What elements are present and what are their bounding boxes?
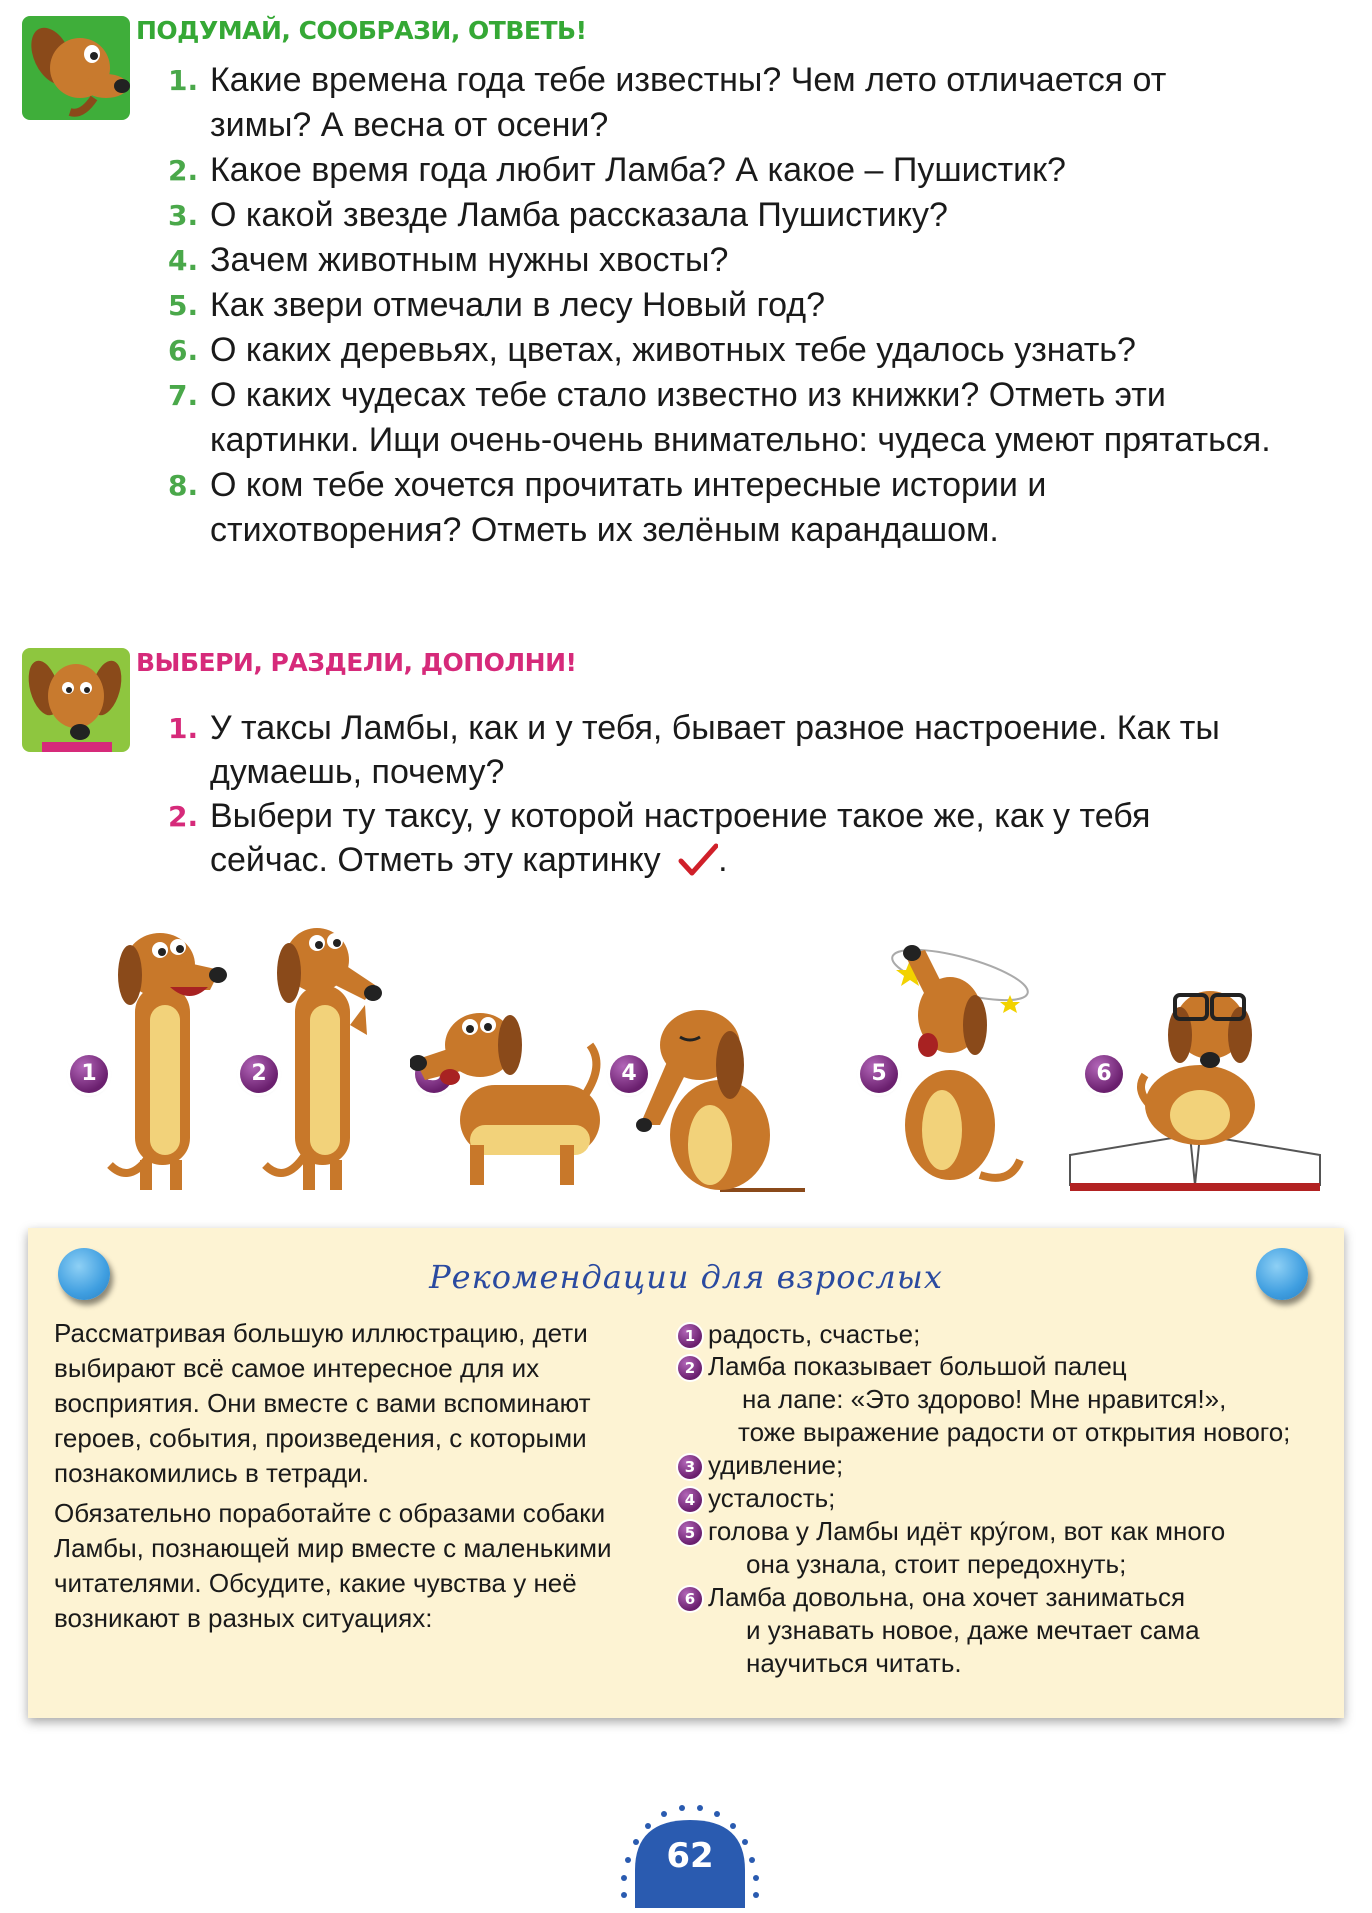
dog-1-happy-illustration [90, 915, 230, 1195]
s2-q2-line2 [210, 838, 1340, 889]
recommendations-para1: Рассматривая большую иллюстрацию, дети выбирают всё самое интересное для их восприятия. Они вместе с вами вспоминают героев, события, произведения, с которыми познакомились в тетради. [54, 1318, 591, 1488]
mood-5-line1: голова у Ламбы идёт кру́гом, вот как много [708, 1516, 1226, 1546]
mood-2-badge: 2 [678, 1356, 702, 1380]
mood-item-5 [678, 1515, 1225, 1548]
dachshund-moods-row [50, 915, 1340, 1205]
mood-4-badge: 4 [678, 1488, 702, 1512]
dog-6-reading-illustration [1060, 955, 1330, 1195]
q7-number: 7. [168, 379, 199, 412]
dog-6-badge: 6 [1085, 1055, 1123, 1093]
q5-number: 5. [168, 289, 199, 322]
dog-1-badge: 1 [70, 1055, 108, 1093]
mood-5-line2: она узнала, стоит передохнуть; [746, 1549, 1127, 1579]
section1-title: ПОДУМАЙ, СООБРАЗИ, ОТВЕТЬ! [136, 16, 587, 45]
dog-5-badge: 5 [860, 1055, 898, 1093]
q4-line1: Зачем животным нужны хвосты? [210, 241, 729, 279]
page-number: 62 [666, 1836, 714, 1876]
mood-2-line1: Ламба показывает большой палец [708, 1351, 1127, 1381]
q7-line1: О каких чудесах тебе стало известно из книжки? Отметь эти [210, 376, 1166, 414]
mood-3-line1: удивление; [708, 1450, 844, 1480]
checkmark-icon [678, 843, 718, 889]
q6-number: 6. [168, 334, 199, 367]
q3-line1: О какой звезде Ламба рассказала Пушистику? [210, 196, 948, 234]
mood-4-line1: усталость; [708, 1483, 836, 1513]
q3-number: 3. [168, 199, 199, 232]
dog-3-surprised-illustration [410, 985, 610, 1195]
recommendations-title: Рекомендации для взрослых [429, 1258, 943, 1296]
q8-line1: О ком тебе хочется прочитать интересные истории и [210, 466, 1047, 504]
page-number-badge [620, 1800, 760, 1908]
q8-line2: стихотворения? Отметь их зелёным карандашом. [210, 511, 999, 549]
dog-2-badge: 2 [240, 1055, 278, 1093]
mood-1-badge: 1 [678, 1324, 702, 1348]
recommendations-box [28, 1228, 1344, 1718]
dog-thinking-icon [22, 16, 130, 120]
section2-title: ВЫБЕРИ, РАЗДЕЛИ, ДОПОЛНИ! [136, 648, 577, 677]
s2-q1-number: 1. [168, 712, 199, 745]
q2-line1: Какое время года любит Ламба? А какое – Пушистик? [210, 151, 1066, 189]
s2-q2-number: 2. [168, 800, 199, 833]
q2-number: 2. [168, 154, 199, 187]
q8-number: 8. [168, 469, 199, 502]
s2-q2-line2-text: сейчас. Отметь эту картинку [210, 841, 661, 879]
mood-item-2 [678, 1350, 1127, 1383]
mood-item-4 [678, 1482, 835, 1515]
mood-6-line2: и узнавать новое, даже мечтает сама [746, 1615, 1200, 1645]
s2-q2-suffix: . [718, 841, 728, 879]
q4-number: 4. [168, 244, 199, 277]
q6-line1: О каких деревьях, цветах, животных тебе удалось узнать? [210, 331, 1136, 369]
q1-number: 1. [168, 64, 199, 97]
mood-2-line3: тоже выражение радости от открытия нового; [738, 1417, 1291, 1447]
mood-5-badge: 5 [678, 1521, 702, 1545]
q5-line1: Как звери отмечали в лесу Новый год? [210, 286, 826, 324]
q1-line2: зимы? А весна от осени? [210, 106, 609, 144]
dog-peeking-icon [22, 648, 130, 752]
recommendations-para2: Обязательно поработайте с образами собаки Ламбы, познающей мир вместе с маленькими читателями. Обсудите, какие чувства у неё возникают в разных ситуациях: [54, 1498, 612, 1633]
mood-item-3 [678, 1449, 843, 1482]
q7-line2: картинки. Ищи очень-очень внимательно: чудеса умеют прятаться. [210, 421, 1271, 459]
mood-item-1 [678, 1318, 920, 1351]
q1-line1: Какие времена года тебе известны? Чем лето отличается от [210, 61, 1167, 99]
dog-4-badge: 4 [610, 1055, 648, 1093]
s2-q2-line1: Выбери ту таксу, у которой настроение такое же, как у тебя [210, 797, 1151, 835]
mood-item-6 [678, 1581, 1185, 1614]
mood-6-badge: 6 [678, 1587, 702, 1611]
dog-5-dizzy-illustration [880, 935, 1050, 1195]
mood-3-badge: 3 [678, 1455, 702, 1479]
mood-6-line1: Ламба довольна, она хочет заниматься [708, 1582, 1186, 1612]
mood-1-line1: радость, счастье; [708, 1319, 921, 1349]
dog-4-tired-illustration [630, 995, 810, 1195]
mood-2-line2: на лапе: «Это здорово! Мне нравится!», [742, 1384, 1227, 1414]
mood-6-line3: научиться читать. [746, 1648, 962, 1678]
s2-q1-line1: У таксы Ламбы, как и у тебя, бывает разное настроение. Как ты [210, 709, 1220, 747]
s2-q1-line2: думаешь, почему? [210, 753, 505, 791]
dog-2-thumbs-up-illustration [255, 915, 395, 1195]
